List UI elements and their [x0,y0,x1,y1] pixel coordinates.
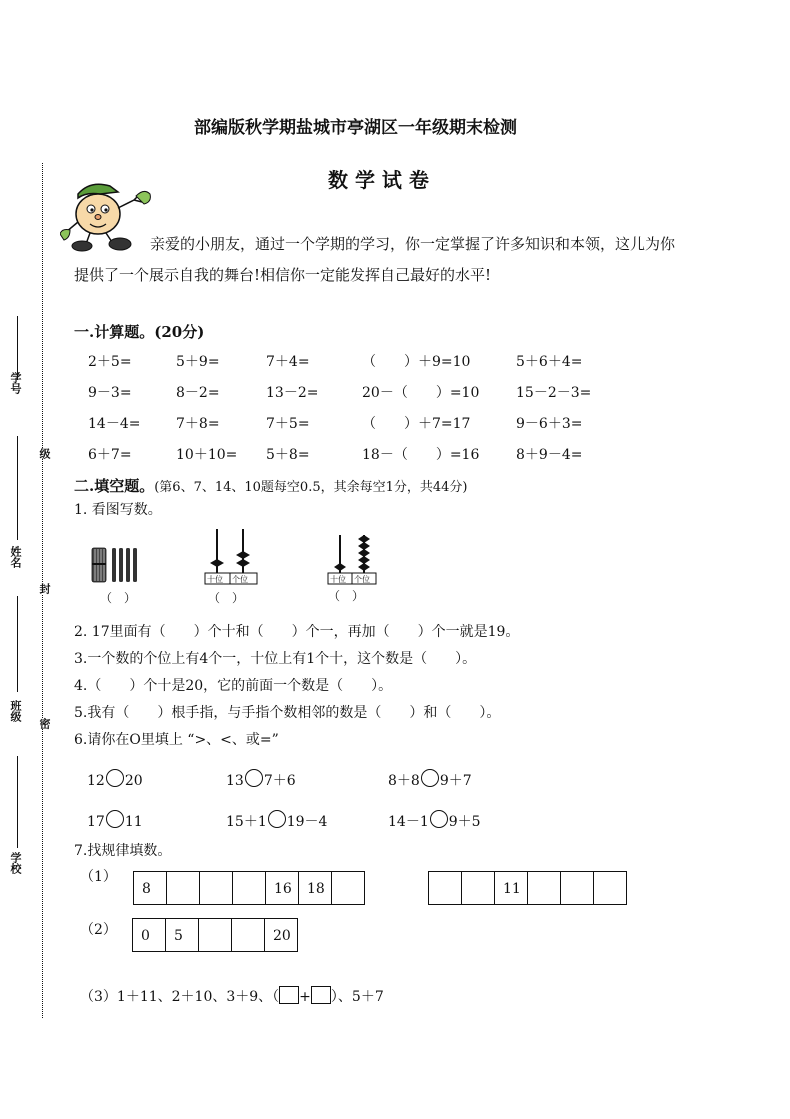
pattern-cell[interactable]: 5 [165,918,199,952]
pattern-cell[interactable] [527,871,561,905]
calc-r2-c3: （ ）＋7=17 [362,416,471,432]
section2-heading-row [74,477,468,497]
abacus1-ones-label: 个位 [232,575,248,584]
pattern1b-row [428,871,627,905]
compare-item: 15＋1 19－4 [226,810,327,831]
compare-circle[interactable] [268,810,286,828]
mascot-illustration [60,178,160,254]
compare-circle[interactable] [106,769,124,787]
calc-r3-c0: 6＋7= [88,447,132,463]
pattern3-plus: + [299,989,311,1005]
section1-heading: 一.计算题。(20分) [74,323,205,341]
pattern-cell[interactable] [199,871,233,905]
q1-blank-1[interactable]: （ ） [100,591,137,605]
pattern-cell[interactable]: 16 [265,871,299,905]
calc-r0-c1: 5＋9= [176,354,220,370]
pattern-cell[interactable]: 0 [132,918,166,952]
calc-r1-c0: 9－3= [88,385,132,401]
calc-r3-c4: 8＋9－4= [516,447,583,463]
pattern-cell[interactable]: 18 [298,871,332,905]
q1-text: 1. 看图写数。 [74,502,162,518]
pattern-cell[interactable]: 11 [494,871,528,905]
calc-r0-c0: 2＋5= [88,354,132,370]
pattern-cell[interactable] [198,918,232,952]
pattern1-row [133,871,365,905]
page-subtitle: 数 学 试 卷 [328,168,429,192]
q6-text: 6.请你在O里填上 “>、<、或=” [74,732,279,748]
name-label: 姓名 [9,546,22,568]
student-id-label: 学号 [9,372,22,394]
pattern-cell[interactable] [560,871,594,905]
counting-sticks-image [90,546,146,584]
abacus1-tens-label: 十位 [207,575,223,584]
pattern-cell[interactable] [331,871,365,905]
calc-r2-c0: 14－4= [88,416,141,432]
pattern-cell[interactable] [232,871,266,905]
compare-circle[interactable] [106,810,124,828]
abacus-image-1 [203,527,259,585]
sidebar-char-feng: 封 [38,583,51,594]
calc-r1-c2: 13－2= [266,385,319,401]
student-id-line [17,316,18,380]
calc-r2-c1: 7＋8= [176,416,220,432]
q1-blank-3[interactable]: （ ） [328,589,365,603]
pattern2-row [132,918,298,952]
section2-note: (第6、7、14、10题每空0.5，其余每空1分，共44分) [154,480,468,495]
compare-item: 14－1 9＋5 [388,810,481,831]
school-label: 学校 [9,852,22,874]
q7-text: 7.找规律填数。 [74,843,172,859]
class-label: 班级 [9,700,22,722]
compare-item: 12 20 [87,769,143,790]
compare-item: 17 11 [87,810,143,831]
q5-text: 5.我有（ ）根手指，与手指个数相邻的数是（ ）和（ ）。 [74,705,501,721]
calc-r2-c4: 9－6＋3= [516,416,583,432]
compare-circle[interactable] [245,769,263,787]
calc-r1-c1: 8－2= [176,385,220,401]
pattern-cell[interactable] [166,871,200,905]
compare-circle[interactable] [430,810,448,828]
q1-blank-2[interactable]: （ ） [208,591,245,605]
school-line [17,756,18,848]
q2-text: 2. 17里面有（ ）个十和（ ）个一，再加（ ）个一就是19。 [74,624,520,640]
compare-circle[interactable] [421,769,439,787]
page-title: 部编版秋学期盐城市亭湖区一年级期末检测 [194,118,517,138]
pattern-cell[interactable]: 20 [264,918,298,952]
calc-r0-c4: 5＋6＋4= [516,354,583,370]
pattern3-box-2[interactable] [311,986,331,1004]
pattern3-box-1[interactable] [279,986,299,1004]
pattern1-label: （1） [80,869,117,885]
calc-r1-c3: 20－（ ）=10 [362,385,480,401]
sidebar-char-mi: 密 [38,718,51,729]
intro-line-1: 亲爱的小朋友，通过一个学期的学习，你一定掌握了许多知识和本领，这儿为你 [150,235,676,253]
pattern-cell[interactable] [461,871,495,905]
class-line [17,596,18,692]
abacus2-ones-label: 个位 [354,575,370,584]
pattern-cell[interactable]: 8 [133,871,167,905]
pattern-cell[interactable] [593,871,627,905]
calc-r1-c4: 15－2－3= [516,385,592,401]
abacus-image-2 [326,533,378,585]
pattern3-text: （3）1＋11、2＋10、3＋9、（ [80,989,280,1005]
compare-item: 13 7＋6 [226,769,296,790]
calc-r3-c1: 10＋10= [176,447,238,463]
sidebar-char-ji: 级 [38,448,51,459]
calc-r0-c3: （ ）＋9=10 [362,354,471,370]
abacus2-tens-label: 十位 [330,575,346,584]
pattern3-end: ）、5＋7 [330,989,384,1005]
calc-r0-c2: 7＋4= [266,354,310,370]
name-line [17,436,18,540]
calc-r2-c2: 7＋5= [266,416,310,432]
compare-item: 8＋8 9＋7 [388,769,472,790]
pattern2-label: （2） [80,922,117,938]
pattern3-row [80,986,384,1006]
q3-text: 3.一个数的个位上有4个一，十位上有1个十，这个数是（ ）。 [74,651,477,667]
calc-r3-c2: 5＋8= [266,447,310,463]
section2-heading: 二.填空题。 [74,477,155,495]
intro-line-2: 提供了一个展示自我的舞台!相信你一定能发挥自己最好的水平! [74,266,492,284]
calc-r3-c3: 18－（ ）=16 [362,447,480,463]
pattern-cell[interactable] [428,871,462,905]
q4-text: 4.（ ）个十是20，它的前面一个数是（ ）。 [74,678,393,694]
pattern-cell[interactable] [231,918,265,952]
